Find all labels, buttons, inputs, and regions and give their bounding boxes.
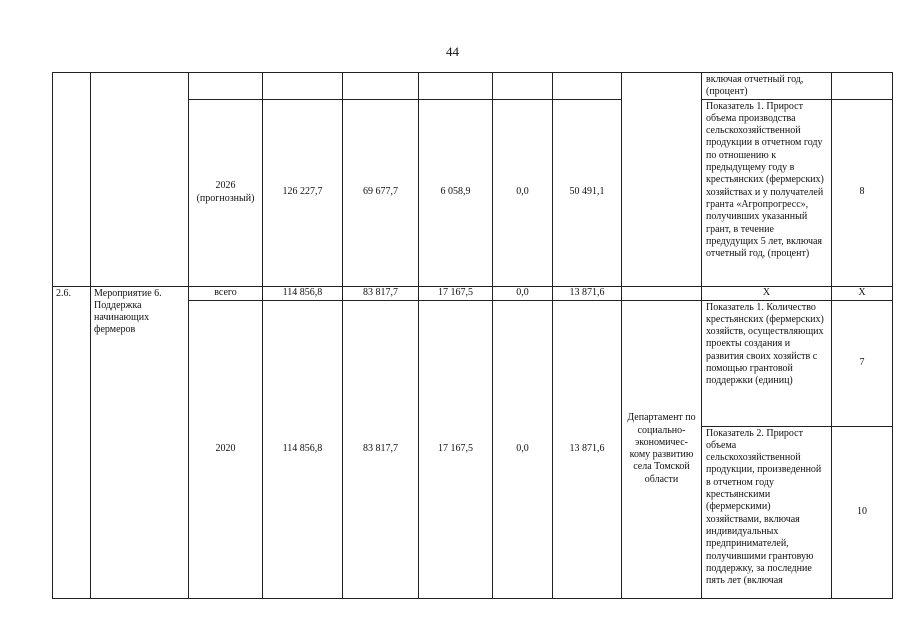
cell-empty: [343, 73, 419, 100]
year-cell: 2020: [189, 300, 263, 598]
indicator-x: X: [702, 286, 832, 300]
local-cell: 0,0: [493, 300, 553, 598]
indicator-text: Показатель 1. Прирост объема производства сельскохозяйственной продукции в отчетном году по отношению к предыдущему году в крестьянских (фермерских) хозяйствах и у получателей гранта «Агропрогресс», получивших указанный грант, в течение предудущих 5 лет, включая отчетный год, (процент): [702, 99, 832, 286]
department-cell: Департамент по социально-экономичес-кому развитию села Томской области: [622, 300, 702, 598]
cell-name-empty: [91, 73, 189, 287]
cell-department-empty: [622, 73, 702, 287]
indicator-tail: включая отчетный год, (процент): [702, 73, 832, 100]
table-row-measure-total: [53, 286, 893, 300]
other-cell: 50 491,1: [553, 99, 622, 286]
federal-cell: 69 677,7: [343, 99, 419, 286]
page-number: 44: [446, 44, 459, 59]
indicator-text: Показатель 1. Количество крестьянских (фермерских) хозяйств, осуществляющих проекты создания и развития своих хозяйств с помощью грантовой поддержки (единиц): [702, 300, 832, 426]
local-cell: 0,0: [493, 286, 553, 300]
cell-empty: [622, 286, 702, 300]
total-label: всего: [189, 286, 263, 300]
cell-empty: [553, 73, 622, 100]
federal-cell: 83 817,7: [343, 300, 419, 598]
local-cell: 0,0: [493, 99, 553, 286]
indicator-text: Показатель 2. Прирост объема сельскохозяйственной продукции, произведенной в отчетном году крестьянскими (фермерскими) хозяйствами, включая индивидуальных предпринимателей, получившими грантовую поддержку, за последние пять лет (включая: [702, 426, 832, 598]
year-cell: 2026 (прогнозный): [189, 99, 263, 286]
indicator-value: 7: [832, 300, 893, 426]
federal-cell: 83 817,7: [343, 286, 419, 300]
program-table: [52, 72, 893, 599]
indicator-value: 8: [832, 99, 893, 286]
table-row-continuation: [53, 73, 893, 100]
cell-empty: [493, 73, 553, 100]
total-cell: 114 856,8: [263, 286, 343, 300]
other-cell: 13 871,6: [553, 286, 622, 300]
cell-empty: [419, 73, 493, 100]
total-cell: 114 856,8: [263, 300, 343, 598]
indicator-value: 10: [832, 426, 893, 598]
measure-name: Мероприятие 6. Поддержка начинающих фермеров: [91, 286, 189, 598]
cell-number-empty: [53, 73, 91, 287]
cell-empty: [263, 73, 343, 100]
regional-cell: 6 058,9: [419, 99, 493, 286]
other-cell: 13 871,6: [553, 300, 622, 598]
measure-number: 2.6.: [53, 286, 91, 598]
regional-cell: 17 167,5: [419, 300, 493, 598]
cell-empty: [189, 73, 263, 100]
total-cell: 126 227,7: [263, 99, 343, 286]
value-x: X: [832, 286, 893, 300]
regional-cell: 17 167,5: [419, 286, 493, 300]
cell-empty: [832, 73, 893, 100]
